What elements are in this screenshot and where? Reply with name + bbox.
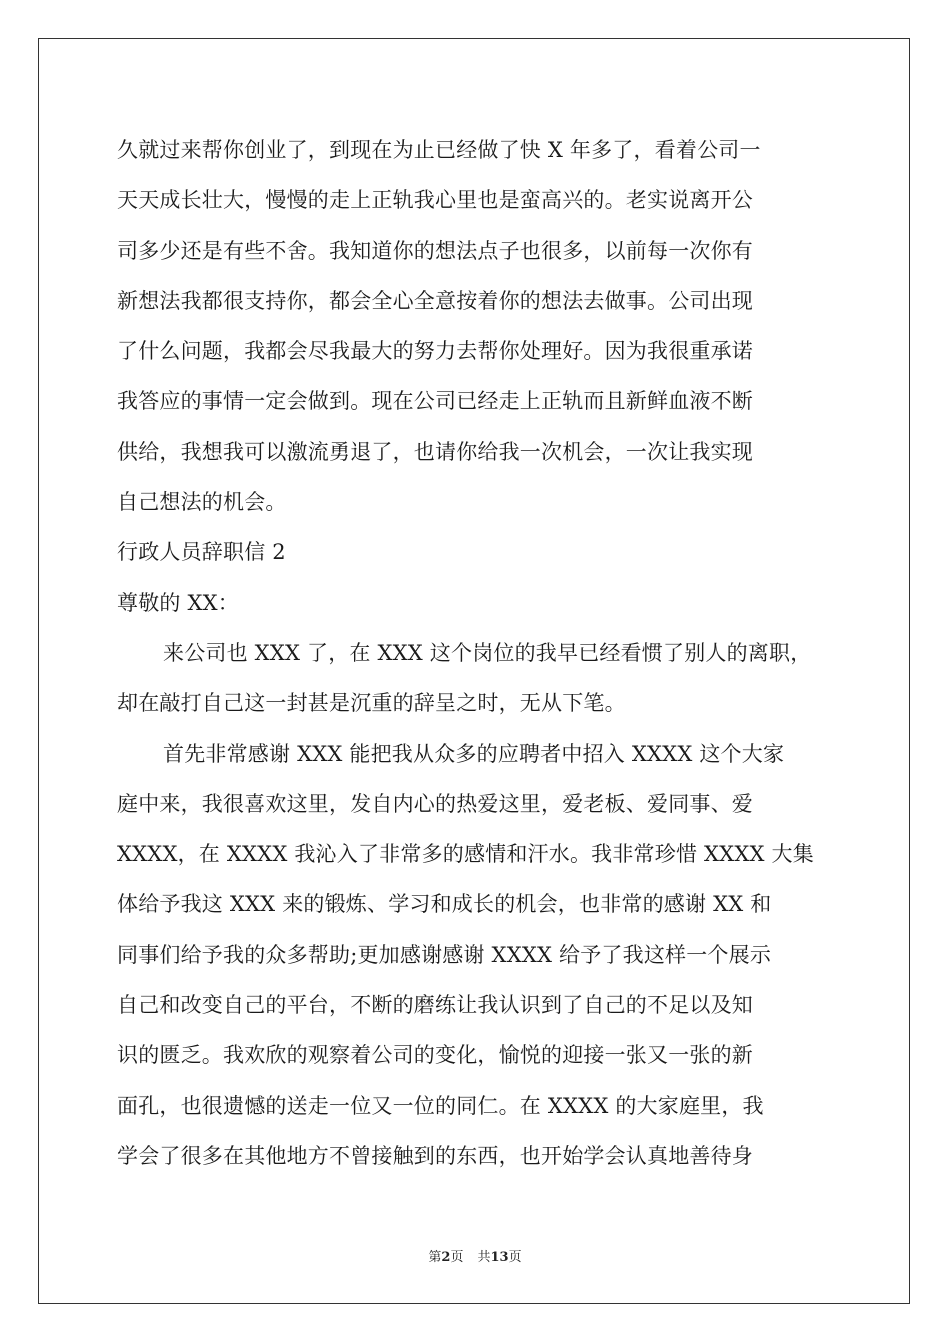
page-number-prefix: 第 — [428, 1250, 442, 1265]
body-line: 自己想法的机会。 — [117, 490, 287, 515]
body-line: XXXX，在 XXXX 我沁入了非常多的感情和汗水。我非常珍惜 XXXX 大集 — [117, 842, 814, 867]
document-body — [117, 125, 837, 1181]
body-line: 司多少还是有些不舍。我知道你的想法点子也很多，以前每一次你有 — [117, 238, 753, 263]
body-line: 面孔，也很遗憾的送走一位又一位的同仁。在 XXXX 的大家庭里，我 — [117, 1093, 764, 1118]
page-total-suffix: 页 — [508, 1250, 522, 1265]
page-number-suffix: 页 — [450, 1250, 464, 1265]
body-line: 却在敲打自己这一封甚是沉重的辞呈之时，无从下笔。 — [117, 691, 626, 716]
body-line: 我答应的事情一定会做到。现在公司已经走上正轨而且新鲜血液不断 — [117, 389, 753, 414]
body-line: 新想法我都很支持你，都会全心全意按着你的想法去做事。公司出现 — [117, 288, 753, 313]
body-line: 久就过来帮你创业了，到现在为止已经做了快 X 年多了，看着公司一 — [117, 138, 761, 162]
body-line: 供给，我想我可以激流勇退了，也请你给我一次机会，一次让我实现 — [117, 439, 753, 464]
body-line: 自己和改变自己的平台，不断的磨练让我认识到了自己的不足以及知 — [117, 993, 753, 1018]
page-footer — [0, 1246, 950, 1265]
body-line: 来公司也 XXX 了，在 XXX 这个岗位的我早已经看惯了别人的离职， — [163, 640, 812, 665]
body-line: 庭中来，我很喜欢这里，发自内心的热爱这里，爱老板、爱同事、爱 — [117, 791, 753, 816]
section-heading: 行政人员辞职信 2 — [117, 540, 286, 565]
body-line: 体给予我这 XXX 来的锻炼、学习和成长的机会，也非常的感谢 XX 和 — [117, 892, 772, 917]
page-total-prefix: 共 — [477, 1250, 491, 1265]
salutation: 尊敬的 XX： — [117, 590, 239, 615]
body-line: 学会了很多在其他地方不曾接触到的东西，也开始学会认真地善待身 — [117, 1143, 753, 1168]
body-line: 天天成长壮大，慢慢的走上正轨我心里也是蛮高兴的。老实说离开公 — [117, 188, 753, 213]
body-line: 同事们给予我的众多帮助;更加感谢感谢 XXXX 给予了我这样一个展示 — [117, 942, 772, 967]
page-total: 13 — [490, 1250, 509, 1265]
body-line: 首先非常感谢 XXX 能把我从众多的应聘者中招入 XXXX 这个大家 — [163, 741, 785, 766]
body-line: 了什么问题，我都会尽我最大的努力去帮你处理好。因为我很重承诺 — [117, 339, 753, 364]
page-number-current: 2 — [441, 1250, 451, 1265]
body-line: 识的匮乏。我欢欣的观察着公司的变化，愉悦的迎接一张又一张的新 — [117, 1043, 753, 1068]
